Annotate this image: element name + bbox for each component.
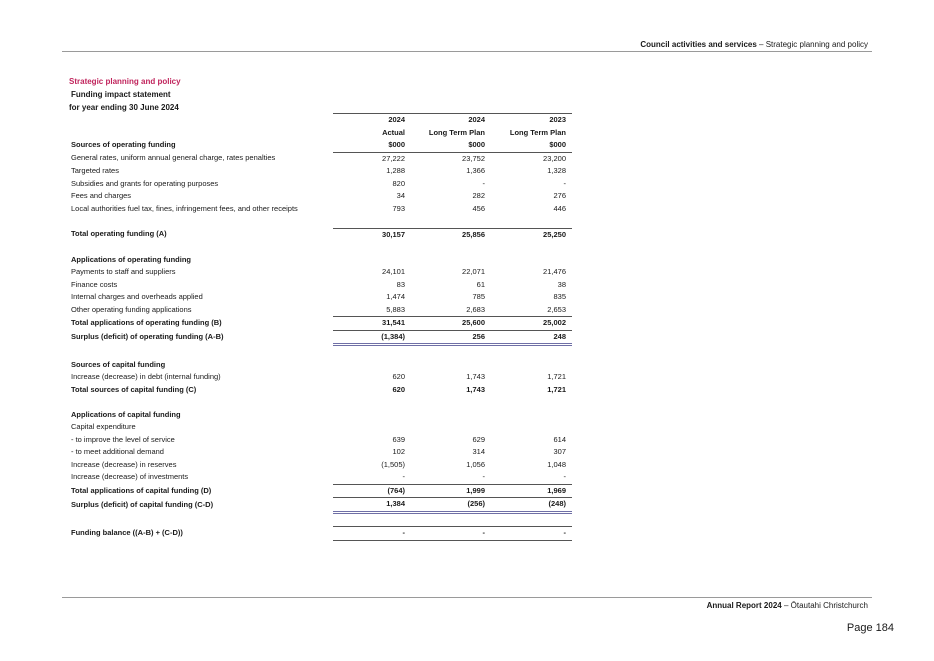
cell: (256) <box>411 498 491 513</box>
cell: 835 <box>553 292 566 301</box>
cell: 25,002 <box>491 317 572 331</box>
row-label: Total applications of operating funding (B) <box>71 318 222 327</box>
surplus-row <box>69 330 572 345</box>
statement-title: Funding impact statement <box>71 90 171 99</box>
section-title: Strategic planning and policy <box>69 77 181 86</box>
cell: - <box>402 472 405 481</box>
cell: 307 <box>553 447 566 456</box>
cell: - <box>333 527 411 541</box>
cell: 1,048 <box>547 459 566 469</box>
cell: 34 <box>396 191 405 200</box>
cell: (1,384) <box>333 330 411 345</box>
cell: 23,752 <box>462 153 485 163</box>
table-row <box>69 190 572 203</box>
cell: 1,999 <box>411 484 491 498</box>
section-heading-row <box>69 409 572 422</box>
spacer-row <box>69 215 572 228</box>
cell: (764) <box>333 484 411 498</box>
running-footer <box>707 601 868 610</box>
row-label: Sources of operating funding <box>71 140 176 150</box>
row-label: Subsidies and grants for operating purposes <box>71 178 219 188</box>
col-type: Actual <box>382 127 405 137</box>
footer-rule <box>62 597 872 598</box>
col-unit: $000 <box>333 139 411 152</box>
cell: 282 <box>472 191 485 200</box>
row-label: Fees and charges <box>71 191 132 200</box>
cell: 102 <box>392 447 405 456</box>
header-row-unit <box>69 139 572 152</box>
row-label: Total operating funding (A) <box>71 229 167 239</box>
cell: 456 <box>472 203 485 213</box>
cell: 1,474 <box>386 292 405 301</box>
cell: 2,653 <box>547 304 566 314</box>
cell: (1,505) <box>381 459 405 469</box>
table-row <box>69 471 572 484</box>
cell: 276 <box>553 191 566 200</box>
header-subsection: – Strategic planning and policy <box>756 40 868 49</box>
cell: 25,856 <box>411 228 491 241</box>
row-label: Other operating funding applications <box>71 304 192 314</box>
row-label: - to improve the level of service <box>71 434 175 444</box>
total-row <box>69 317 572 331</box>
cell: 22,071 <box>462 267 485 276</box>
funding-impact-table <box>69 113 572 541</box>
row-label: Total sources of capital funding (C) <box>71 384 197 394</box>
cell: 61 <box>476 279 485 289</box>
title-block <box>69 75 181 114</box>
cell: - <box>563 472 566 481</box>
cell: 1,743 <box>466 384 485 394</box>
cell: 24,101 <box>382 267 405 276</box>
row-label: Internal charges and overheads applied <box>71 292 203 301</box>
cell: - <box>482 472 485 481</box>
cell: 1,366 <box>466 166 485 175</box>
cell: 2,683 <box>466 304 485 314</box>
cell: 639 <box>392 434 405 444</box>
table-row <box>69 279 572 292</box>
spacer-row <box>69 396 572 409</box>
row-label: Total applications of capital funding (D) <box>71 485 212 495</box>
row-label: Local authorities fuel tax, fines, infringement fees, and other receipts <box>71 203 298 213</box>
row-label: Sources of capital funding <box>71 359 166 369</box>
row-label: Surplus (deficit) of operating funding (A-B) <box>71 332 224 341</box>
cell: 1,056 <box>466 459 485 469</box>
table-row <box>69 459 572 472</box>
table-row <box>69 421 572 434</box>
footer-location: – Ōtautahi Christchurch <box>781 601 868 610</box>
cell: 25,600 <box>411 317 491 331</box>
cell: 31,541 <box>333 317 411 331</box>
spacer-row <box>69 241 572 254</box>
row-label: Surplus (deficit) of capital funding (C-D) <box>71 499 214 509</box>
cell: 27,222 <box>382 153 405 163</box>
row-label: Increase (decrease) in debt (internal funding) <box>71 372 221 381</box>
table-row <box>69 203 572 216</box>
row-label: Targeted rates <box>71 166 119 175</box>
table-row <box>69 266 572 279</box>
section-heading-row <box>69 254 572 267</box>
cell: 1,384 <box>333 498 411 513</box>
cell: 25,250 <box>491 228 572 241</box>
cell: - <box>563 178 566 188</box>
table-row <box>69 165 572 178</box>
col-unit: $000 <box>491 139 572 152</box>
header-rule <box>62 51 872 52</box>
cell: 614 <box>553 434 566 444</box>
running-header <box>640 40 868 49</box>
spacer-row <box>69 512 572 527</box>
cell: - <box>411 527 491 541</box>
row-label: Capital expenditure <box>71 422 136 431</box>
cell: 1,969 <box>491 484 572 498</box>
col-type: Long Term Plan <box>428 127 485 137</box>
table-row <box>69 371 572 384</box>
page-number: Page 184 <box>846 622 894 634</box>
row-label: Payments to staff and suppliers <box>71 267 176 276</box>
cell: 1,721 <box>547 372 566 381</box>
cell: 446 <box>553 203 566 213</box>
cell: 629 <box>472 434 485 444</box>
col-year: 2024 <box>333 114 411 127</box>
col-unit: $000 <box>411 139 491 152</box>
cell: 793 <box>392 203 405 213</box>
cell: 21,476 <box>543 267 566 276</box>
cell: 30,157 <box>333 228 411 241</box>
cell: 248 <box>491 330 572 345</box>
row-label: Increase (decrease) of investments <box>71 472 189 482</box>
cell: 256 <box>411 330 491 345</box>
row-label: Increase (decrease) in reserves <box>71 459 177 469</box>
cell: - <box>482 178 485 188</box>
table-row <box>69 291 572 304</box>
total-row <box>69 484 572 498</box>
row-label: Finance costs <box>71 279 118 289</box>
col-type: Long Term Plan <box>509 127 566 137</box>
header-section: Council activities and services <box>640 40 757 49</box>
total-row <box>69 228 572 241</box>
cell: 620 <box>392 384 405 394</box>
header-row-type <box>69 127 572 140</box>
row-label: - to meet additional demand <box>71 447 164 456</box>
cell: 1,288 <box>386 166 405 175</box>
table-row <box>69 178 572 191</box>
table-row <box>69 434 572 447</box>
cell: 314 <box>472 447 485 456</box>
period-title: for year ending 30 June 2024 <box>69 103 179 112</box>
col-year: 2024 <box>411 114 491 127</box>
balance-row <box>69 527 572 541</box>
cell: 23,200 <box>543 153 566 163</box>
surplus-row <box>69 498 572 513</box>
cell: 83 <box>396 279 405 289</box>
col-year: 2023 <box>491 114 572 127</box>
table-row <box>69 152 572 165</box>
row-label: General rates, uniform annual general charge, rates penalties <box>71 153 276 163</box>
cell: (248) <box>491 498 572 513</box>
row-label: Applications of capital funding <box>71 409 181 419</box>
cell: - <box>491 527 572 541</box>
table-row <box>69 304 572 317</box>
row-label: Funding balance ((A-B) + (C-D)) <box>71 528 183 537</box>
spacer-row <box>69 345 572 359</box>
table-row <box>69 446 572 459</box>
cell: 1,328 <box>547 166 566 175</box>
cell: 1,743 <box>466 372 485 381</box>
total-row <box>69 384 572 397</box>
section-heading-row <box>69 359 572 372</box>
header-row-year <box>69 114 572 127</box>
cell: 785 <box>472 292 485 301</box>
cell: 1,721 <box>547 384 566 394</box>
cell: 620 <box>392 372 405 381</box>
row-label: Applications of operating funding <box>71 254 191 264</box>
cell: 820 <box>392 178 405 188</box>
cell: 38 <box>557 279 566 289</box>
cell: 5,883 <box>386 304 405 314</box>
footer-report: Annual Report 2024 <box>706 601 782 610</box>
